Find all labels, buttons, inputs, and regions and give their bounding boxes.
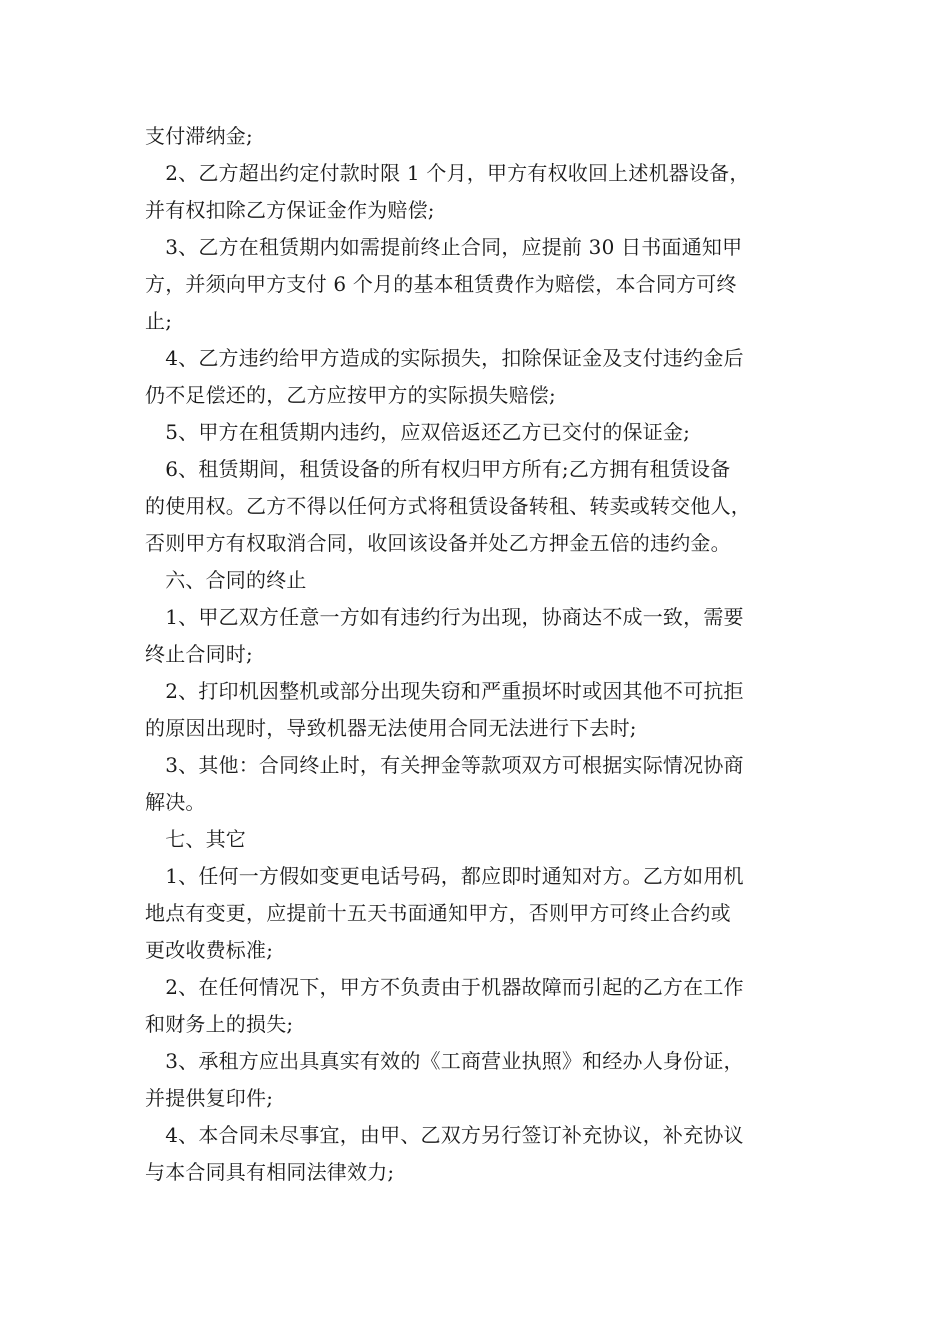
text-line: 1、甲乙双方任意一方如有违约行为出现，协商达不成一致，需要 <box>145 605 744 629</box>
text-line: 终止合同时; <box>145 642 253 666</box>
text-line: 与本合同具有相同法律效力; <box>145 1160 395 1184</box>
text-line: 6、租赁期间，租赁设备的所有权归甲方所有;乙方拥有租赁设备 <box>145 457 731 481</box>
text-line: 更改收费标准; <box>145 938 274 962</box>
text-line: 和财务上的损失; <box>145 1012 294 1036</box>
text-line: 止; <box>145 309 173 333</box>
text-line: 方，并须向甲方支付 6 个月的基本租赁费作为赔偿，本合同方可终 <box>145 272 737 296</box>
text-line: 地点有变更，应提前十五天书面通知甲方，否则甲方可终止合约或 <box>145 901 731 925</box>
text-line: 4、本合同未尽事宜，由甲、乙双方另行签订补充协议，补充协议 <box>145 1123 744 1147</box>
text-line: 并有权扣除乙方保证金作为赔偿; <box>145 198 435 222</box>
text-line: 3、其他：合同终止时，有关押金等款项双方可根据实际情况协商 <box>145 753 744 777</box>
text-line: 5、甲方在租赁期内违约，应双倍返还乙方已交付的保证金; <box>145 420 691 444</box>
text-line: 的使用权。乙方不得以任何方式将租赁设备转租、转卖或转交他人， <box>145 494 751 518</box>
text-line: 4、乙方违约给甲方造成的实际损失，扣除保证金及支付违约金后 <box>145 346 744 370</box>
text-line: 支付滞纳金; <box>145 124 253 148</box>
text-line: 2、打印机因整机或部分出现失窃和严重损坏时或因其他不可抗拒 <box>145 679 744 703</box>
text-line: 并提供复印件; <box>145 1086 274 1110</box>
text-line: 2、在任何情况下，甲方不负责由于机器故障而引起的乙方在工作 <box>145 975 744 999</box>
text-line: 3、承租方应出具真实有效的《工商营业执照》和经办人身份证， <box>145 1049 744 1073</box>
text-line: 3、乙方在租赁期内如需提前终止合同，应提前 30 日书面通知甲 <box>145 235 743 259</box>
contract-text <box>145 118 825 1191</box>
text-line: 仍不足偿还的，乙方应按甲方的实际损失赔偿; <box>145 383 556 407</box>
text-line: 1、任何一方假如变更电话号码，都应即时通知对方。乙方如用机 <box>145 864 744 888</box>
text-line: 的原因出现时，导致机器无法使用合同无法进行下去时; <box>145 716 637 740</box>
section-heading: 七、其它 <box>145 827 246 851</box>
text-line: 否则甲方有权取消合同，收回该设备并处乙方押金五倍的违约金。 <box>145 531 731 555</box>
text-line: 解决。 <box>145 790 206 814</box>
text-line: 2、乙方超出约定付款时限 1 个月，甲方有权收回上述机器设备， <box>145 161 750 185</box>
section-heading: 六、合同的终止 <box>145 568 307 592</box>
